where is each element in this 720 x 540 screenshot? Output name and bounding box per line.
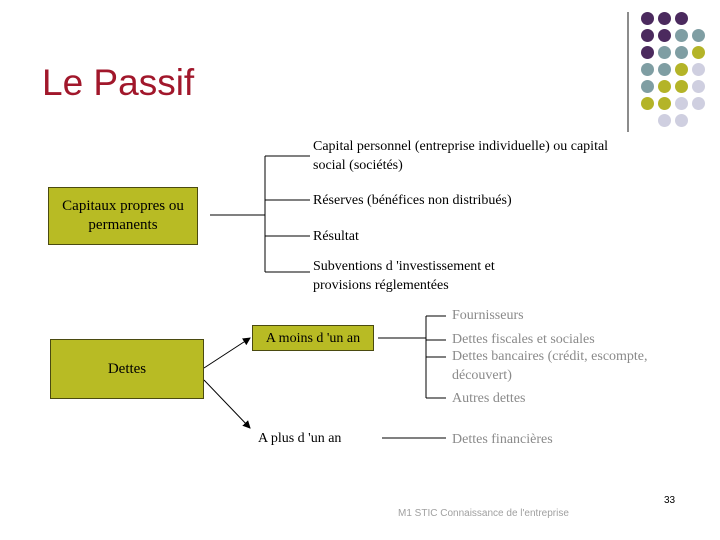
- page-number: 33: [664, 495, 676, 506]
- capitaux-item-reserves: Réserves (bénéfices non distribués): [313, 193, 512, 208]
- capitaux-propres-box: [48, 187, 198, 245]
- short-term-item-bancaires: Dettes bancaires (crédit, escompte, découvert): [452, 349, 648, 383]
- capitaux-item-resultat: Résultat: [313, 229, 359, 244]
- long-term-label: A plus d 'un an: [258, 431, 342, 446]
- capitaux-item-capital: Capital personnel (entreprise individuelle) ou capital social (sociétés): [313, 139, 609, 173]
- capitaux-item-subventions: Subventions d 'investissement et provisions réglementées: [313, 259, 495, 293]
- short-term-item-fiscales: Dettes fiscales et sociales: [452, 332, 595, 347]
- slide-footer: M1 STIC Connaissance de l'entreprise: [398, 508, 569, 519]
- short-term-box: [252, 325, 374, 351]
- dettes-label: Dettes: [107, 360, 147, 377]
- long-term-item-financieres: Dettes financières: [452, 432, 553, 447]
- short-term-item-autres: Autres dettes: [452, 391, 526, 406]
- short-term-item-fournisseurs: Fournisseurs: [452, 308, 524, 323]
- slide-title: Le Passif: [42, 62, 195, 103]
- capitaux-propres-label: Capitaux propres ou permanents: [62, 198, 184, 233]
- dettes-box: [50, 339, 204, 399]
- short-term-label: A moins d 'un an: [265, 330, 361, 346]
